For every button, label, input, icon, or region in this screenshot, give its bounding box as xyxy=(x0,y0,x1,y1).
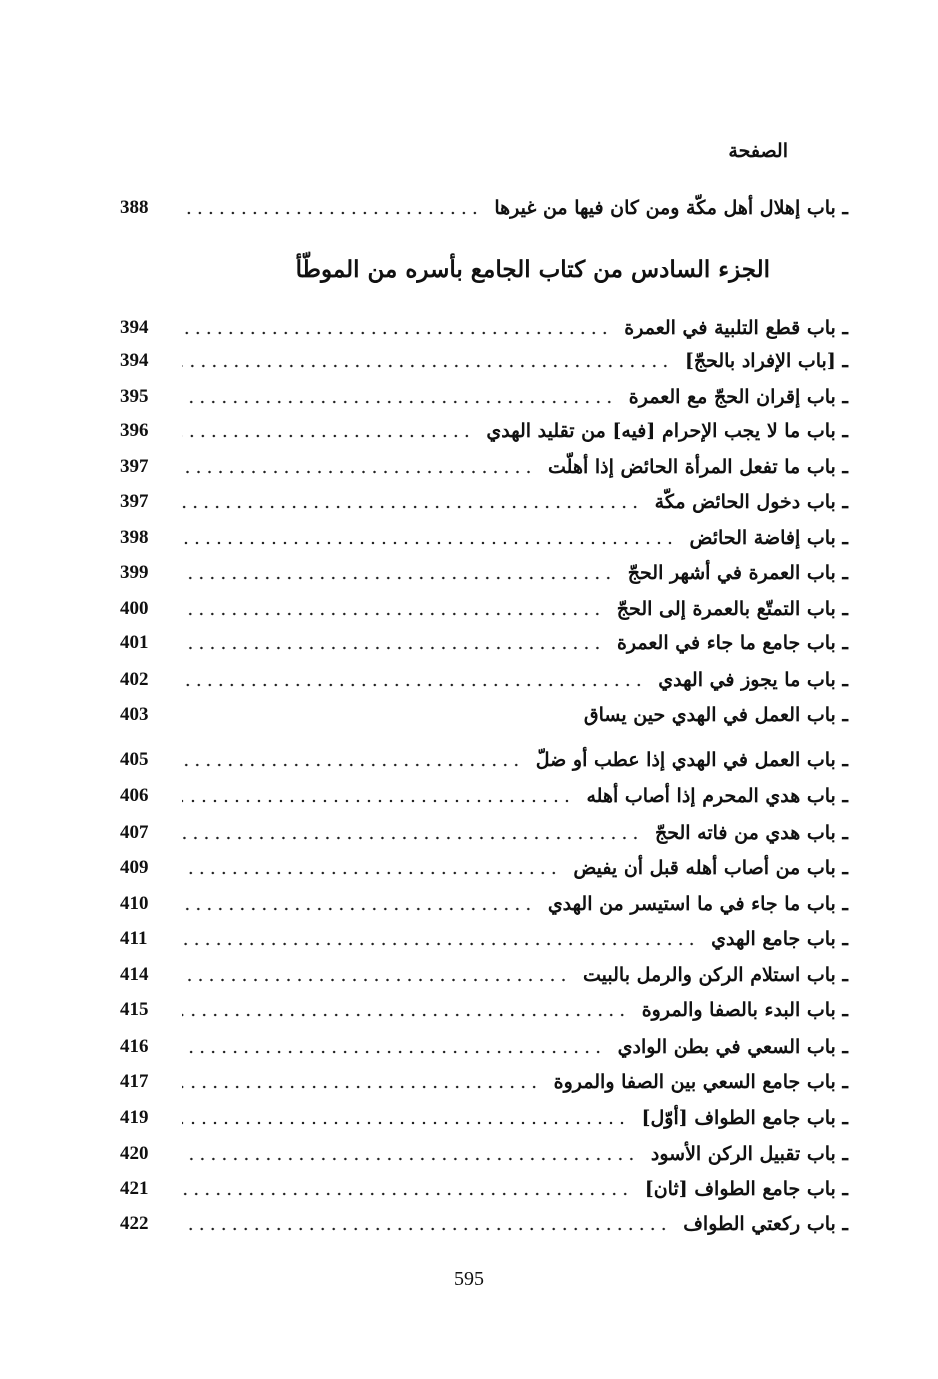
toc-entry-page: 414 xyxy=(120,964,149,985)
toc-entry xyxy=(120,665,848,695)
dot-leader xyxy=(182,799,572,803)
toc-entry xyxy=(120,781,848,811)
toc-entry-page: 398 xyxy=(120,527,149,548)
toc-entry xyxy=(120,487,848,517)
toc-entry xyxy=(120,193,848,223)
toc-entry xyxy=(120,594,848,624)
toc-entry-title: ـ باب ما جاء في ما استيسر من الهدي xyxy=(547,893,848,915)
dot-leader xyxy=(182,331,610,335)
dot-leader xyxy=(182,470,534,474)
toc-entry xyxy=(120,382,848,412)
toc-entry-title: ـ باب ما يجوز في الهدي xyxy=(658,669,848,691)
toc-entry xyxy=(120,1209,848,1239)
toc-entry-title: ـ باب العمرة في أشهر الحجّ xyxy=(627,562,848,584)
toc-entry-title: ـ باب العمل في الهدي إذا عطب أو ضلّ xyxy=(535,749,848,771)
dot-leader xyxy=(182,942,697,946)
dot-leader xyxy=(182,1121,628,1125)
toc-entry-title: ـ باب جامع الهدي xyxy=(711,928,848,950)
dot-leader xyxy=(182,836,641,840)
toc-entry xyxy=(120,1032,848,1062)
toc-entry xyxy=(120,1103,848,1133)
toc-entry-title: ـ باب إفاضة الحائض xyxy=(689,527,848,549)
toc-entry-page: 395 xyxy=(120,386,149,407)
toc-entry xyxy=(120,700,848,730)
dot-leader xyxy=(182,1192,631,1196)
section-heading: الجزء السادس من كتاب الجامع بأسره من الموطّأ xyxy=(295,256,770,283)
toc-entry-title: ـ باب ما تفعل المرأة الحائض إذا أهلّت xyxy=(548,456,848,478)
toc-entry-page: 399 xyxy=(120,562,149,583)
toc-entry-title: ـ باب البدء بالصفا والمروة xyxy=(641,999,848,1021)
dot-leader xyxy=(182,871,559,875)
toc-entry xyxy=(120,628,848,658)
toc-entry xyxy=(120,853,848,883)
dot-leader xyxy=(182,907,534,911)
page-number: 595 xyxy=(454,1268,484,1290)
dot-leader xyxy=(182,364,671,368)
toc-entry-page: 388 xyxy=(120,197,149,218)
toc-entry-title: ـ باب قطع التلبية في العمرة xyxy=(624,317,848,339)
dot-leader xyxy=(182,400,615,404)
toc-entry-page: 401 xyxy=(120,632,149,653)
toc-entry-title: ـ باب جامع السعي بين الصفا والمروة xyxy=(553,1071,848,1093)
dot-leader xyxy=(182,763,522,767)
toc-entry-page: 397 xyxy=(120,491,149,512)
toc-entry-page: 421 xyxy=(120,1178,149,1199)
dot-leader xyxy=(182,1050,604,1054)
toc-entry-title: ـ باب دخول الحائض مكّة xyxy=(654,491,848,513)
toc-entry xyxy=(120,346,848,376)
toc-entry-page: 400 xyxy=(120,598,149,619)
toc-entry-title: ـ باب من أصاب أهله قبل أن يفيض xyxy=(573,857,848,879)
toc-entry-page: 397 xyxy=(120,456,149,477)
dot-leader xyxy=(182,1157,637,1161)
toc-entry-page: 419 xyxy=(120,1107,149,1128)
toc-entry-page: 410 xyxy=(120,893,149,914)
dot-leader xyxy=(182,434,472,438)
toc-entry xyxy=(120,1139,848,1169)
toc-entry xyxy=(120,1174,848,1204)
toc-entry-page: 409 xyxy=(120,857,149,878)
toc-entry xyxy=(120,889,848,919)
dot-leader xyxy=(182,1013,628,1017)
page-column-header: الصفحة xyxy=(728,140,788,162)
dot-leader xyxy=(182,576,614,580)
toc-entry-title: ـ باب السعي في بطن الوادي xyxy=(617,1036,848,1058)
toc-entry-page: 411 xyxy=(120,928,148,949)
toc-entry-page: 405 xyxy=(120,749,149,770)
toc-entry xyxy=(120,452,848,482)
dot-leader xyxy=(182,612,603,616)
dot-leader xyxy=(182,1227,669,1231)
toc-entry-title: ـ [باب الإفراد بالحجّ] xyxy=(684,350,848,372)
toc-entry-page: 406 xyxy=(120,785,149,806)
dot-leader xyxy=(182,211,480,215)
toc-entry-page: 415 xyxy=(120,999,149,1020)
toc-entry-page: 394 xyxy=(120,317,149,338)
toc-entry-title: ـ باب ما لا يجب الإحرام [فيه] من تقليد الهدي xyxy=(486,420,848,442)
dot-leader xyxy=(182,541,675,545)
toc-entry-title: ـ باب جامع الطواف [أوّل] xyxy=(641,1107,848,1129)
toc-entry-title: ـ باب هدي من فاته الحجّ xyxy=(654,822,848,844)
toc-entry-page: 422 xyxy=(120,1213,149,1234)
toc-entry-page: 394 xyxy=(120,350,149,371)
toc-entry-page: 403 xyxy=(120,704,149,725)
toc-entry-title: ـ باب إقران الحجّ مع العمرة xyxy=(628,386,848,408)
toc-entry xyxy=(120,313,848,343)
toc-entry-page: 396 xyxy=(120,420,149,441)
toc-entry-title: ـ باب جامع الطواف [ثان] xyxy=(644,1178,848,1200)
toc-entry xyxy=(120,416,848,446)
toc-entry-title: ـ باب إهلال أهل مكّة ومن كان فيها من غيرها xyxy=(494,197,848,219)
toc-entry xyxy=(120,558,848,588)
dot-leader xyxy=(182,505,641,509)
toc-entry-title: ـ باب هدي المحرم إذا أصاب أهله xyxy=(586,785,848,807)
toc-entry xyxy=(120,924,848,954)
toc-entry-page: 416 xyxy=(120,1036,149,1057)
toc-entry xyxy=(120,1067,848,1097)
toc-entry-page: 417 xyxy=(120,1071,149,1092)
toc-entry xyxy=(120,818,848,848)
dot-leader xyxy=(182,1085,540,1089)
toc-entry-title: ـ باب التمتّع بالعمرة إلى الحجّ xyxy=(616,598,848,620)
toc-entry xyxy=(120,960,848,990)
toc-entry xyxy=(120,523,848,553)
toc-entry-page: 420 xyxy=(120,1143,149,1164)
toc-entry xyxy=(120,745,848,775)
dot-leader xyxy=(182,978,569,982)
toc-entry-title: ـ باب استلام الركن والرمل بالبيت xyxy=(583,964,848,986)
toc-entry-page: 402 xyxy=(120,669,149,690)
toc-entry-page: 407 xyxy=(120,822,149,843)
toc-entry-title: ـ باب العمل في الهدي حين يساق xyxy=(583,704,848,726)
toc-entry-title: ـ باب تقبيل الركن الأسود xyxy=(650,1143,848,1165)
dot-leader xyxy=(182,683,644,687)
dot-leader xyxy=(182,646,603,650)
toc-entry xyxy=(120,995,848,1025)
toc-entry-title: ـ باب ركعتي الطواف xyxy=(683,1213,848,1235)
toc-entry-title: ـ باب جامع ما جاء في العمرة xyxy=(616,632,848,654)
